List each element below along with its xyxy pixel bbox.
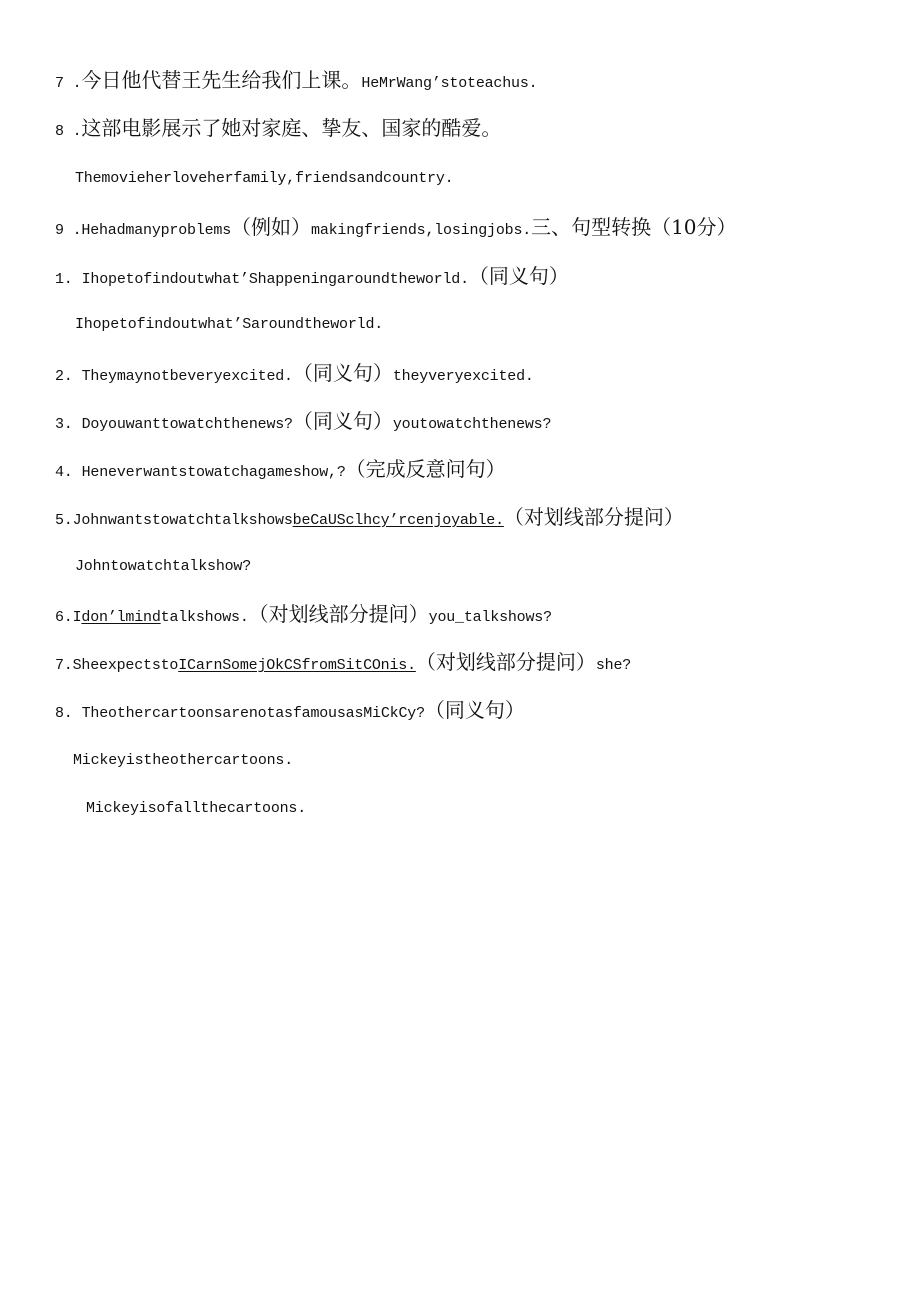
item-number: 1. — [55, 271, 73, 288]
chinese-sentence: 这部电影展示了她对家庭、挚友、国家的酷爱。 — [81, 116, 502, 140]
answer-line: youtowatchthenews? — [392, 416, 552, 433]
instruction: （对划线部分提问） — [503, 505, 684, 529]
source-sentence-part-b: talkshows. — [160, 609, 249, 626]
answer-line: you_talkshows? — [428, 609, 552, 626]
instruction: （对划线部分提问） — [415, 650, 596, 674]
transform-item-6 — [55, 600, 552, 628]
answer-line: Mickeyisofallthecartoons. — [86, 800, 307, 817]
item-number: 3. — [55, 416, 73, 433]
transform-item-2 — [55, 359, 534, 387]
item-number: 2. — [55, 368, 73, 385]
underlined-phrase: beCaUSclhcy’rcenjoyable. — [292, 512, 504, 529]
item-number: 9 . — [55, 222, 82, 239]
item-number: 8. — [55, 705, 73, 722]
translation-item-8 — [55, 114, 501, 142]
instruction: （同义句） — [292, 409, 393, 433]
answer-line: Ihopetofindoutwhat’Saroundtheworld. — [75, 316, 384, 333]
translation-item-7 — [55, 66, 537, 94]
source-sentence: Heneverwantstowatchagameshow,? — [81, 464, 346, 481]
instruction: （对划线部分提问） — [248, 602, 429, 626]
item-number: 6. — [55, 609, 73, 626]
transform-item-5 — [55, 503, 684, 531]
instruction: （同义句） — [292, 361, 393, 385]
transform-item-3 — [55, 407, 551, 435]
answer-line: Johntowatchtalkshow? — [75, 558, 252, 575]
source-sentence: TheothercartoonsarenotasfamousasMiCkCy? — [81, 705, 425, 722]
chinese-sentence: 今日他代替王先生给我们上课。 — [81, 68, 362, 92]
item-number: 8 . — [55, 123, 82, 140]
source-sentence: Sheexpectsto — [72, 657, 179, 674]
english-sentence-part-a: Hehadmanyproblems — [81, 222, 232, 239]
transform-item-8-answer-2 — [86, 794, 306, 822]
chinese-hint: （例如） — [231, 215, 312, 239]
transform-item-8 — [55, 696, 525, 724]
transform-item-7 — [55, 648, 631, 676]
source-sentence: Doyouwanttowatchthenews? — [81, 416, 293, 433]
source-sentence: Theymaynotbeveryexcited. — [81, 368, 293, 385]
transform-item-5-answer — [75, 552, 251, 580]
english-sentence: HeMrWang’stoteachus. — [361, 75, 538, 92]
transform-item-1-answer — [75, 310, 383, 338]
answer-line: she? — [595, 657, 632, 674]
instruction: （同义句） — [468, 264, 569, 288]
answer-line: Mickeyistheothercartoons. — [73, 752, 294, 769]
item-number: 5. — [55, 512, 73, 529]
source-sentence-part-a: I — [72, 609, 82, 626]
underlined-phrase: ICarnSomejOkCSfromSitCOnis. — [178, 657, 416, 674]
source-sentence: Ihopetofindoutwhat’Shappeningaroundtheworld. — [81, 271, 469, 288]
english-sentence: Themovieherloveherfamily,friendsandcountry. — [75, 170, 454, 187]
translation-item-9 — [55, 213, 737, 241]
instruction: （完成反意问句） — [345, 457, 506, 481]
source-sentence: Johnwantstowatchtalkshows — [72, 512, 293, 529]
transform-item-4 — [55, 455, 506, 483]
underlined-phrase: don’lmind — [81, 609, 161, 626]
answer-line: theyveryexcited. — [392, 368, 534, 385]
translation-item-8-english — [75, 164, 453, 192]
item-number: 4. — [55, 464, 73, 481]
item-number: 7. — [55, 657, 73, 674]
transform-item-1 — [55, 262, 569, 290]
instruction: （同义句） — [424, 698, 525, 722]
item-number: 7 . — [55, 75, 82, 92]
english-sentence-part-b: makingfriends,losingjobs. — [311, 222, 532, 239]
transform-item-8-answer-1 — [73, 746, 293, 774]
section-title: 三、句型转换（10分） — [531, 215, 737, 239]
